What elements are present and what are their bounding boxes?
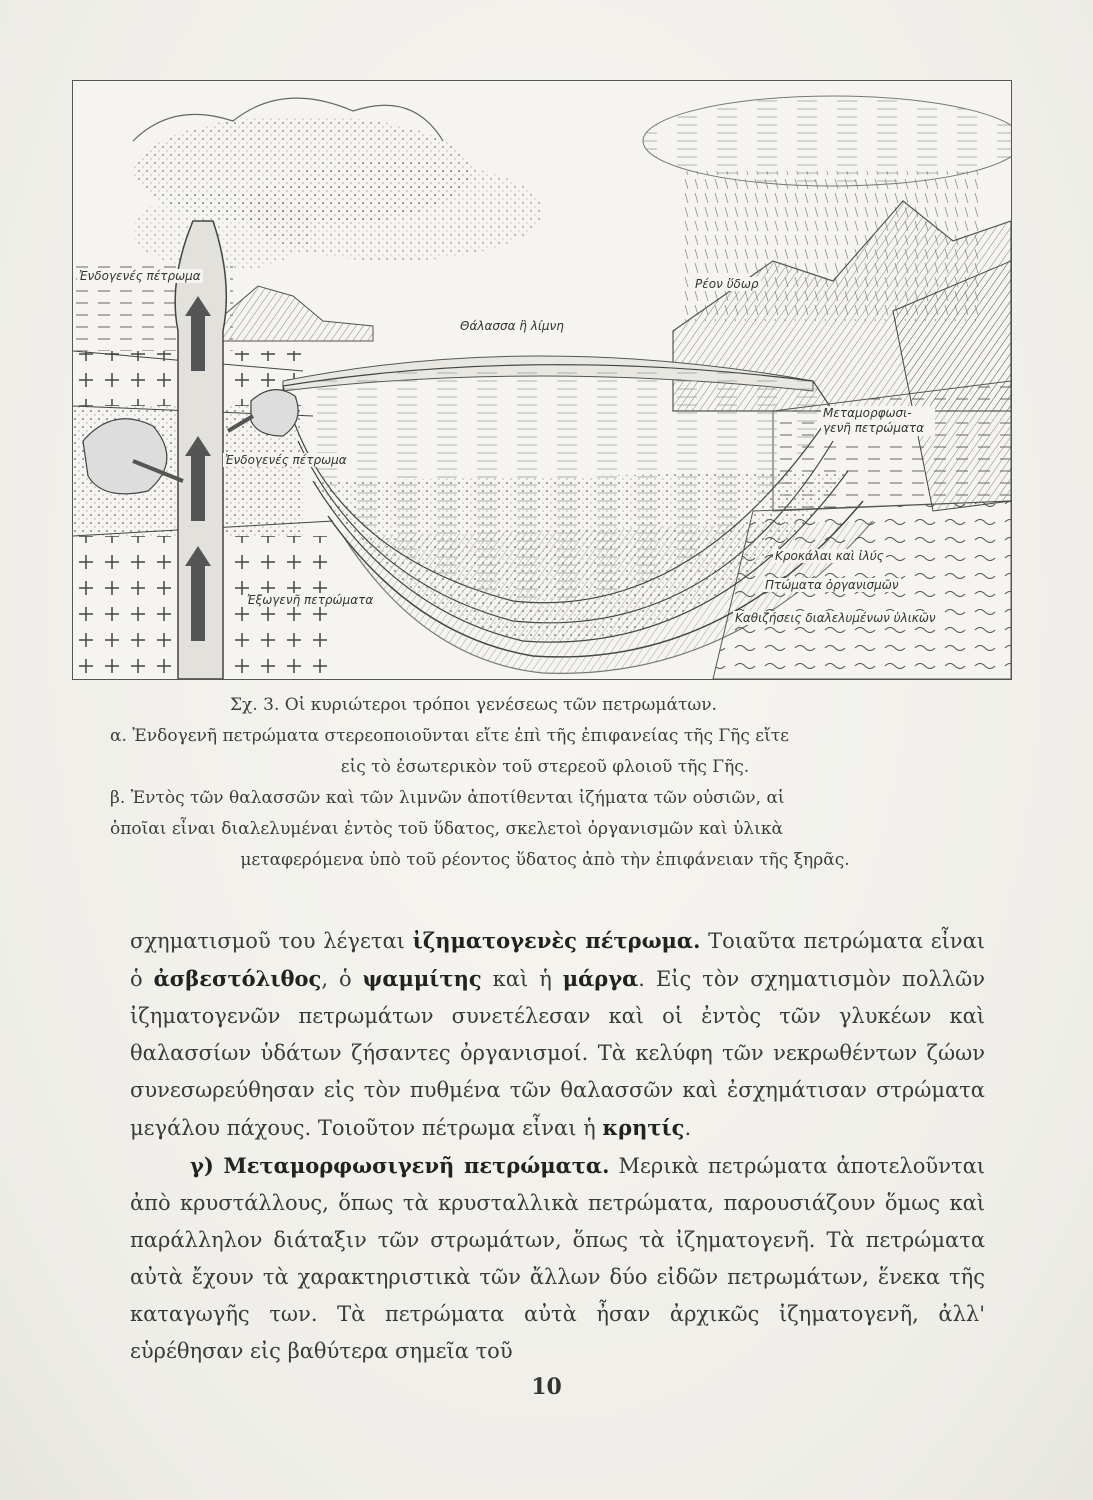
caption-line-a2: εἰς τὸ ἐσωτερικὸν τοῦ στερεοῦ φλοιοῦ τῆς Γῆς.: [340, 757, 750, 777]
figure-caption: [110, 690, 980, 876]
caption-line-b2: ὁποῖαι εἶναι διαλελυμέναι ἐντὸς τοῦ ὕδατος, σκελετοὶ ὀργανισμῶν καὶ ὑλικὰ: [110, 819, 783, 839]
magma-conduit: [175, 221, 226, 679]
p1-text-end: .: [684, 1116, 692, 1140]
term-sandstone: ψαμμίτης: [362, 966, 482, 991]
body-text: [130, 922, 985, 1370]
page-number: 10: [531, 1374, 562, 1400]
term-sedimentary-rock: ἰζηματογενὲς πέτρωμα.: [412, 928, 701, 953]
label-endogenous-top: Ἐνδογενές πέτρωμα: [79, 269, 201, 283]
intrusion-right: [251, 390, 298, 436]
caption-title: Σχ. 3. Οἱ κυριώτεροι τρόποι γενέσεως τῶν πετρωμάτων.: [230, 695, 717, 715]
p1-text-rest: . Εἰς τὸν σχηματισμὸν πολλῶν ἰζηματογενῶν πετρωμάτων συνετέλεσαν καὶ οἱ ἐντὸς τῶν γλυκέων καὶ θαλασσίων ὑδάτων ζήσαντες ὀργανισμοί. Τὰ κελύφη τῶν νεκρωθέντων ζώων συνεσωρεύθησαν εἰς τὸν πυθμένα τῶν θαλασσῶν καὶ ἐσχημάτισαν στρώματα μεγάλου πάχους. Τοιοῦτον πέτρωμα εἶναι ἡ: [130, 967, 985, 1140]
label-endogenous-side: Ἐνδογενές πέτρωμα: [225, 453, 347, 467]
p2-text: Μερικὰ πετρώματα ἀποτελοῦνται ἀπὸ κρυστάλλους, ὅπως τὰ κρυσταλλικὰ πετρώματα, παρουσιάζουν ὅμως καὶ παράλληλον διάταξιν τῶν στρωμάτων, ὅπως τὰ ἰζηματογενῆ. Τὰ πετρώματα αὐτὰ ἔχουν τὰ χαρακτηριστικὰ τῶν ἄλλων δύο εἰδῶν πετρωμάτων, ἕνεκα τῆς καταγωγῆς των. Τὰ πετρώματα αὐτὰ ἦσαν ἀρχικῶς ἰζηματογενῆ, ἀλλ' εὑρέθησαν εἰς βαθύτερα σημεῖα τοῦ: [130, 1154, 985, 1363]
p1-text-d: καὶ ἡ: [481, 967, 563, 991]
p1-text-mid: Τοιαῦτα πετρώματα εἶναι ὁ: [130, 929, 985, 991]
label-dissolved-deposits: Καθιζήσεις διαλελυμένων ὑλικῶν: [735, 611, 936, 625]
paragraph-sedimentary: [130, 922, 985, 1147]
label-organism-remains: Πτώματα ὀργανισμῶν: [765, 578, 899, 592]
label-metamorphic: Μεταμορφωσι-γενῆ πετρώματα: [821, 406, 935, 436]
label-running-water: Ρέον ὕδωρ: [695, 277, 759, 291]
term-marl: μάργα: [562, 966, 639, 991]
term-limestone: ἀσβεστόλιθος: [153, 966, 322, 991]
label-sea-lake: Θάλασσα ἢ λίμνη: [460, 319, 564, 333]
intrusion-left: [83, 419, 167, 494]
label-pebbles-mud: Κροκάλαι καὶ ἰλύς: [775, 549, 884, 563]
p1-text-c: , ὁ: [321, 967, 363, 991]
caption-line-b1: β. Ἐντὸς τῶν θαλασσῶν καὶ τῶν λιμνῶν ἀποτίθενται ἰζήματα τῶν οὐσιῶν, αἱ: [110, 788, 785, 808]
p1-text-start: σχηματισμοῦ του λέγεται: [130, 929, 413, 953]
caption-line-b3: μεταφερόμενα ὑπὸ τοῦ ρέοντος ὕδατος ἀπὸ τὴν ἐπιφάνειαν τῆς ξηρᾶς.: [240, 850, 850, 870]
caption-line-a1: α. Ἐνδογενῆ πετρώματα στερεοποιοῦνται εἴτε ἐπὶ τῆς ἐπιφανείας τῆς Γῆς εἴτε: [110, 726, 789, 746]
heading-metamorphic-rocks: γ) Μεταμορφωσιγενῆ πετρώματα.: [190, 1153, 610, 1178]
label-exogenous: Ἐξωγενῆ πετρώματα: [247, 593, 374, 607]
term-chalk: κρητίς: [602, 1115, 685, 1140]
paragraph-metamorphic: [130, 1147, 985, 1370]
rock-formation-figure: [72, 80, 1012, 680]
